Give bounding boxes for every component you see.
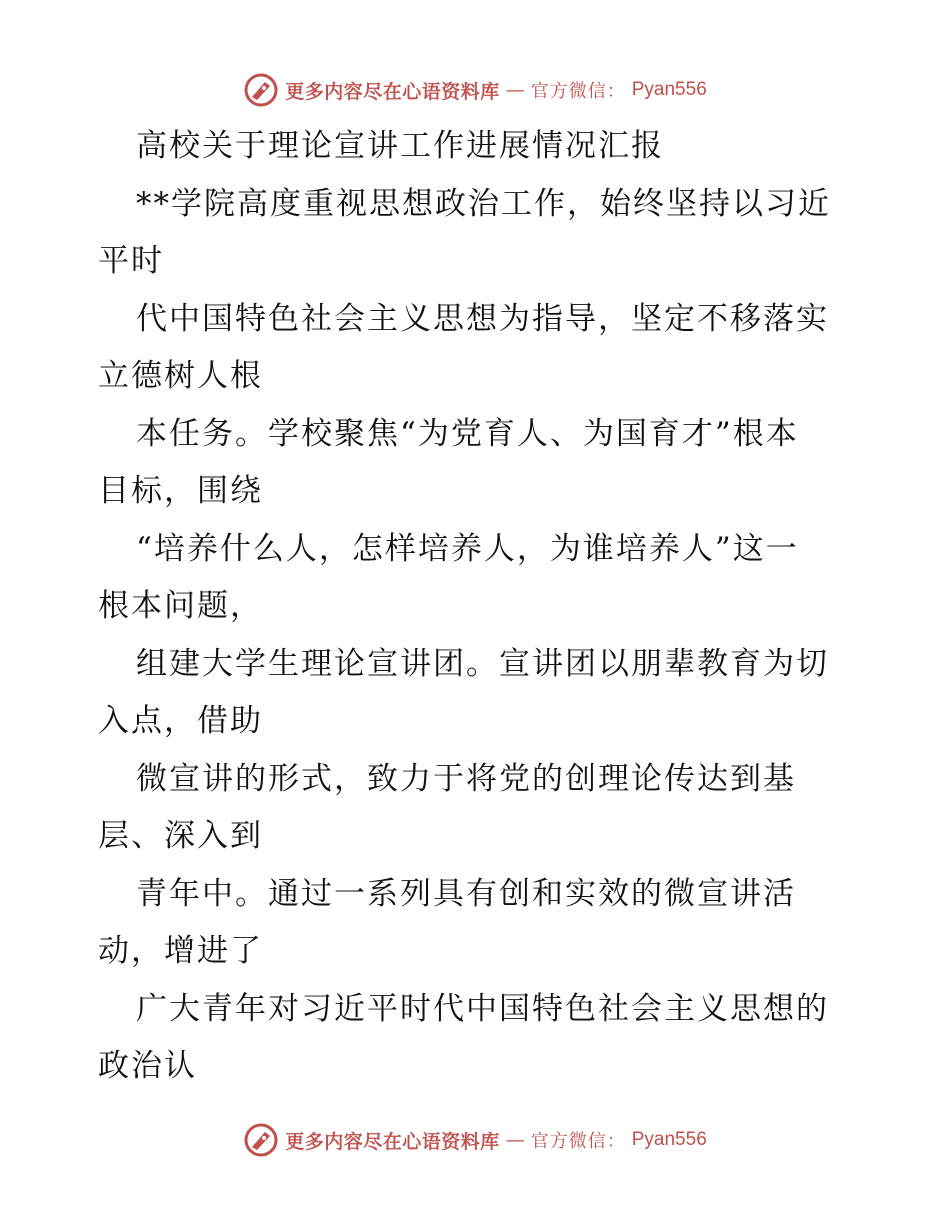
text-line: “培养什么人，怎样培养人，为谁培养人”这一	[136, 530, 799, 567]
text-line: 立德树人根	[98, 358, 263, 394]
text-line: 层、深入到	[98, 818, 263, 854]
text-line: **学院高度重视思想政治工作，始终坚持以习近	[136, 185, 831, 222]
text-line: 组建大学生理论宣讲团。宣讲团以朋辈教育为切	[136, 645, 829, 682]
watermark-wechat-label: 官方微信：	[530, 81, 626, 102]
text-line: 代中国特色社会主义思想为指导，坚定不移落实	[136, 300, 829, 337]
header-watermark	[0, 70, 950, 110]
watermark-separator: —	[505, 79, 525, 101]
text-line: 入点，借助	[98, 703, 263, 739]
pen-nib-logo-icon	[243, 72, 279, 108]
text-line: 政治认	[98, 1048, 197, 1084]
text-line: 本任务。学校聚焦“为党育人、为国育才”根本	[136, 415, 799, 452]
text-line: 微宣讲的形式，致力于将党的创理论传达到基	[136, 760, 796, 797]
footer-watermark	[0, 1120, 950, 1160]
text-line: 广大青年对习近平时代中国特色社会主义思想的	[136, 990, 829, 1027]
text-line: 青年中。通过一系列具有创和实效的微宣讲活	[136, 875, 796, 912]
watermark-text: 更多内容尽在心语资料库	[285, 1130, 500, 1153]
watermark-separator: —	[505, 1129, 525, 1151]
text-line: 目标，围绕	[98, 473, 263, 509]
document-body	[98, 118, 853, 1096]
watermark-wechat-id: Pyan556	[631, 79, 707, 100]
text-line: 平时	[98, 243, 164, 279]
watermark-wechat-label: 官方微信：	[530, 1131, 626, 1152]
watermark-text: 更多内容尽在心语资料库	[285, 80, 500, 103]
pen-nib-logo-icon	[243, 1122, 279, 1158]
text-line: 动，增进了	[98, 933, 263, 969]
text-line: 根本问题，	[98, 588, 263, 624]
watermark-wechat-id: Pyan556	[631, 1129, 707, 1150]
document-title: 高校关于理论宣讲工作进展情况汇报	[136, 128, 664, 164]
